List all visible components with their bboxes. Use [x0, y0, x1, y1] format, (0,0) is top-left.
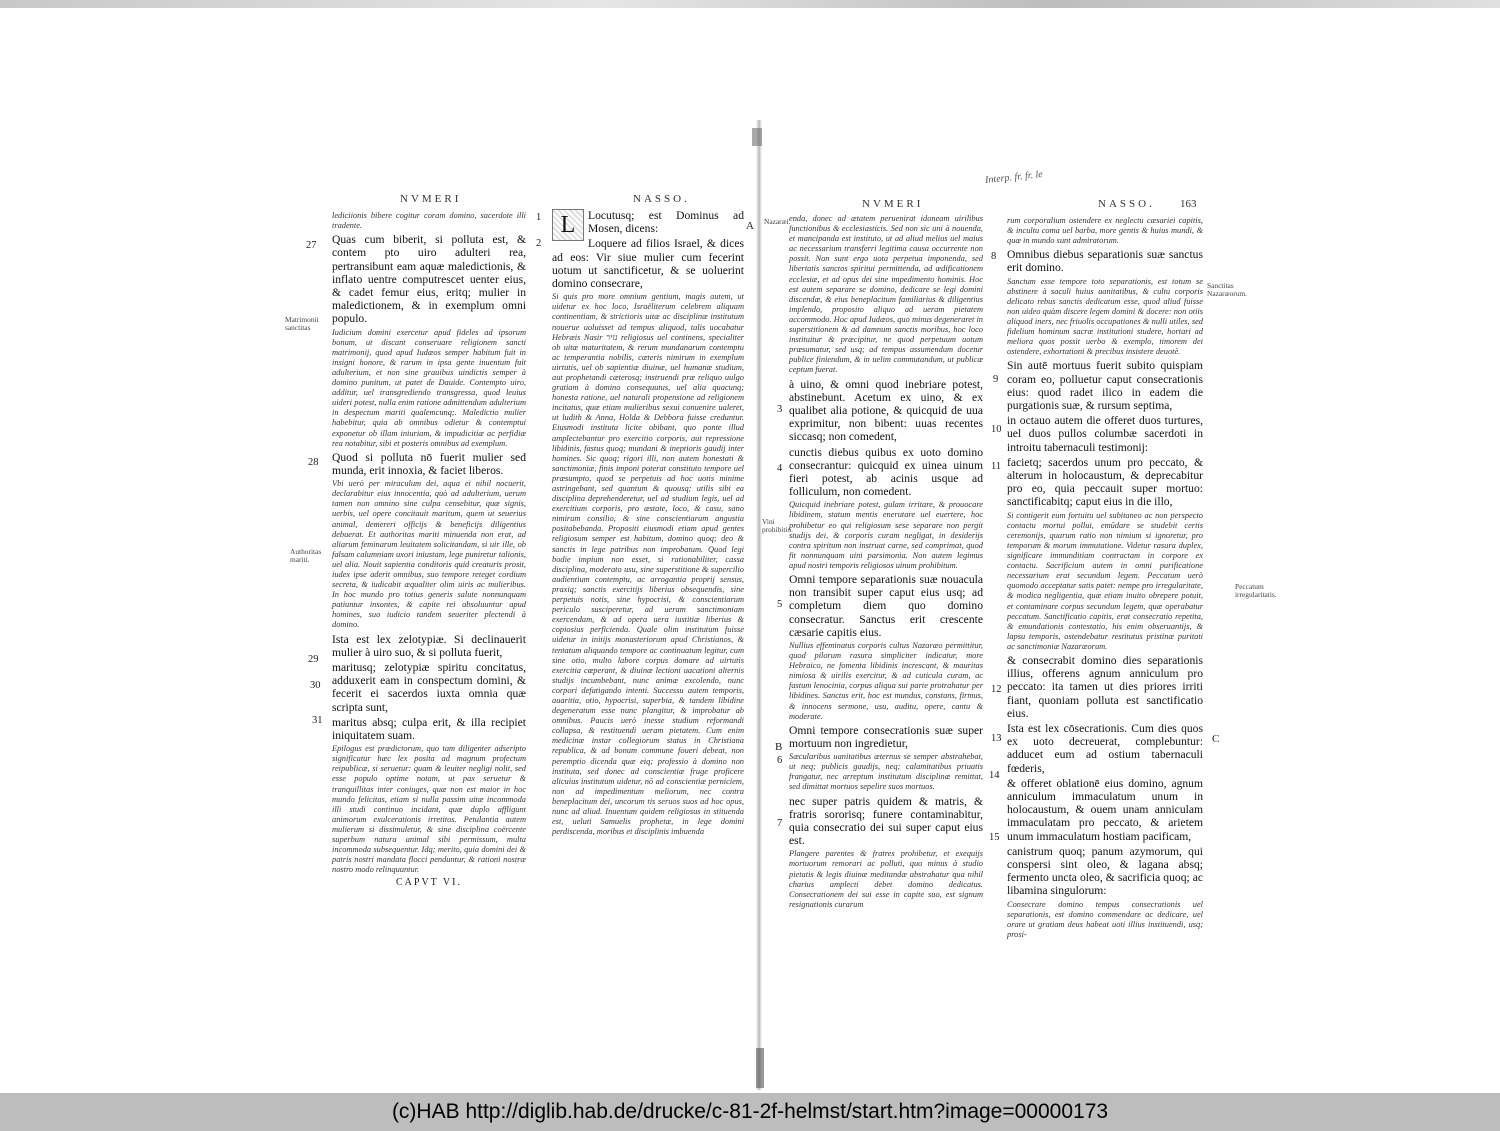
verse-text: Omnibus diebus separationis suæ sanctus erit domino. — [1007, 248, 1203, 275]
commentary-text: Consecrare domino tempus consecrationis uel separationis, est domino commendare ac dedicare, uel orare ut gratiam deus habeat uoti illius instituendi, usq; prosi- — [1007, 899, 1203, 939]
section-letter-c: C — [1212, 733, 1220, 745]
verse-text: & consecrabit domino dies separationis illius, offerens agnum anniculum pro peccato: ita tamen ut dies priores irriti fiant, quoniam polluta est sanctificatio eius. — [1007, 653, 1203, 720]
verse-text: Locutusq; est Dominus ad Mosen, dicens: — [588, 209, 744, 236]
drop-capital-initial: L — [552, 209, 584, 241]
right-running-head-a: NVMERI — [862, 198, 924, 210]
verse-text: maritusq; zelotypiæ spiritu concitatus, adduxerit eam in conspectum domini, & fecerit ei sacerdos iuxta omnia quæ scripta sunt, — [332, 660, 526, 714]
verse-number: 15 — [989, 832, 1000, 843]
column-left-outer — [332, 211, 526, 901]
verse-number: 9 — [993, 374, 999, 385]
commentary-text: Plangere parentes & fratres prohibetur, et exequijs mortuorum remorari ac polluti, quo minus à studio pietatis & legis diuinæ meditandæ abstrahatur qua nihil charius amplecti debet domino dedicatus. Consecrationem dei sui esse in capite suo, est signum resignationis curarum — [789, 849, 983, 909]
commentary-text: rum corporalium ostendere ex neglectu cæsariei capitis, & incultu coma uel barba, more gentis & huius mundi, & quæ in mundo sunt admiratorum. — [1007, 216, 1203, 246]
verse-text: Omni tempore separationis suæ nouacula non transibit super caput eius usq; ad completum diem quo domino consecratur. Sanctus erit crescente cæsarie capitis eius. — [789, 572, 983, 639]
verse-number: 12 — [991, 684, 1002, 695]
scan-top-edge — [0, 0, 1500, 8]
margin-note-peccatum: Peccatum irregularitatis. — [1235, 582, 1277, 600]
verse-number: 28 — [308, 457, 319, 468]
verse-text: cunctis diebus quibus ex uoto domino consecrantur: quicquid ex uinea uinum fieri potest, ab acinis usque ad folliculum, non comedent. — [789, 445, 983, 499]
verse-number: 6 — [777, 755, 783, 766]
commentary-text: Si quis pro more omnium gentium, magis autem, ut uidetur ex hoc loco, Israëliterum celebrem aliquam continentiam, & strictioris uitæ ac disciplinæ institutum nouerue uoluisset ad tempus aliquod, talis uocabatur Hebræis Nasir נזיר religiosus uel continens, specialiter ob uitæ maturitatem, & rerum mundanarum contemptu ac temperantia nobilis, cæteris nimirum in exemplum uirtutis, uel ob sapientiæ diuinæ, uel humanæ studium, aut prophetandi cæterosq; instruendi præ reliquo uulgo gratiam à domino consequutus, uel alia quacunq; honesta ratione, uel naturali propensione ad religionem incitatus, quæ etiam mulieribus sexui conuenire ualeret, ut ludith & Anna, Holda & Debbora fuisse creduntur. Eiusmodi instituta licite obibant, quo ponte illud amplectebantur pro exercitio corporis, aut repressione libidinis, fastus quoq; mundani & ineptioris gaudij inter homines. Sic quoq; rigori illi, non autem honestati & sanctimoniæ, finis imponi poterat constituto tempore uel præsumpto, quod se perpetuis ad hoc uotis minime astringebant, sed quantum & quousq; utilis sibi ea disciplina deprehenderetur, uel ad studium legis, uel ad exercitium corporis, pro æstate, loco, & casu, sano nimirum consilio, & sine conscientiarum angustia positabebanda. Propositi eiusmodi etiam apud gentes religiosum semper est habitum, domino quoq; deo & sanctis in lege patribus non improbatum. Quod legi bodie impium non esset, si rationabiliter, cassa disciplina, moderato usu, sine superstitione & supercilio audientium contemptu, ac arrogantia proprij sensus, praxiq; sanctis exercitijs liberius obsequendis, sine perpetuis notis, sine hypocrisi, & conscientiarum periculo susciperetur, ad ueram sanctimoniam exercendam, & ad opera uera iustitiæ liberius & copiosius perficienda. Quale olim institutum fuisse uidetur in initijs monasteriorum apud Christianos, & tentatum aliquando tempore ac continuatum legitur, cum sine otio, multo labore corpus domare ad uirtutis exercitia cœperant, & diuinæ lectioni uacationi alternis studijs incumbebant, nunc animæ excolendo, nunc corpori defatigando intenti. Successu autem temporis, auaritia, otio, hypocrisi, superbia, & tandem libidine degeneratum esse nunc plangitur, & improbatur ab omnibus. Paucis uerò inesse studium reformandi collapsa, & restituendi ueram pietatem. Cum enim medicinæ instar collegiorum status in Christiana republica, & ad bonum commune foueri debeat, non peremptio dicenda quæ eiq; professio à domino non instituta, sed donec ad conscientiæ fruge proficere alicuius institutum uidetur, nō ad conscientiæ perniciem, non ad impedimentum meliorum, nec contra beneplacitum dei, uncorum tis seruos suos ad hoc opus, nunc ad aliud. Inuentum quidem religiosus in stituenda est, ueluti Samuelis prophetæ, in lege domini perdiscenda, moribus et disciplinis imbuenda — [552, 292, 744, 837]
left-running-head-b: NASSO. — [633, 193, 690, 205]
verse-number: 13 — [991, 733, 1002, 744]
verse-number: 3 — [777, 404, 783, 415]
column-right-outer — [1007, 216, 1203, 939]
verse-number: 27 — [306, 240, 317, 251]
verse-number: 5 — [777, 599, 783, 610]
verse-text: Sin autē mortuus fuerit subito quispiam coram eo, polluetur caput consecrationis eius: quod radet ilico in eadem die purgationis suæ, & rursum septima, — [1007, 359, 1203, 413]
verse-text: nec super patris quidem & matris, & fratris sororisq; funere contaminabitur, quia consecratio dei sui super caput eius est. — [789, 794, 983, 848]
book-gutter — [756, 120, 762, 1090]
verse-text: Quod si polluta nō fuerit mulier sed munda, erit innoxia, & faciet liberos. — [332, 450, 526, 477]
commentary-text: Sanctum esse tempore toto separationis, est totum se abstinere à saculi huius uanitatibus, & cultu corporis delicato rebus sanctis dedicatum esse, quod aliud fuisse non uideo quàm discere legem domini & docere: non otiis aliquod iners, nec friuolis occupationes & nulli utiles, sed fidelium hominum sacræ institutioni studere, hortari ad meliora quos possit uerbo & exemplo, timorem dei ostendere, exhortationi & precibus insistere deuotè. — [1007, 276, 1203, 357]
verse-number: 2 — [536, 238, 542, 249]
verse-number: 11 — [991, 461, 1002, 472]
margin-note-authoritas: Authoritas mariti. — [290, 547, 322, 565]
commentary-text: Nullius effeminatus corporis cultus Nazaræo permittitur, quod pilorum rasura simpliciter indicatur, more Hebraico, ne fomenta libidinis increscant, & mauritas nimiosa & uirilis exercitur, & ad cuticula curam, ac fastum lenocinia, corpus aliqua sui parte protrahatur per libidines. Sanctus erit, hoc est mundus, constans, firmus, & innocens sermone, usu, auditu, opere, cantu & moderate. — [789, 641, 983, 721]
margin-note-matrimonii: Matrimonii sanctitas — [285, 315, 319, 333]
verse-text: facietq; sacerdos unum pro peccato, & alterum in holocaustum, & deprecabitur pro eo, quia peccauit super mortuo: sanctificabitq; caput eius in die illo, — [1007, 455, 1203, 509]
verse-text: canistrum quoq; panum azymorum, qui conspersi sint oleo, & lagana absq; fermento uncta oleo, & sacrificia quoq; ac libamina singulorum: — [1007, 844, 1203, 898]
left-running-head-a: NVMERI — [400, 193, 462, 205]
gutter-shadow-top — [752, 128, 762, 146]
verse-number: 29 — [308, 654, 319, 665]
verse-number: 7 — [777, 818, 783, 829]
verse-number: 31 — [312, 715, 323, 726]
commentary-text: Iudicium domini exercetur apud fideles ad ipsorum bonum, ut discant conseruare religionem sancti matrimonij, quod apud Iudæos semper habitum fuit in insigni honore, & rarum in ipsa gente inuentum fuit adulterium, et non sine grauibus uindictis semper à domino punitum, ut patet de Dauide. Contempto uiro, additur, uel transgrediendo transgressa, quod leuius uideri potest, nulla enim ratione admittendum adulterium in despectum mariti qualemcunq;. Maledictio mulier habebitur, quia ab omnibus odietur & contemptui exponetur ob illam iniuriam, & impudicitiæ ac perfidiæ rea notabitur, sibi et posteris omnibus ad exemplum. — [332, 327, 526, 448]
margin-note-sanctitas: Sanctitas Nazaræorum. — [1207, 281, 1248, 299]
commentary-text: enda, donec ad ætatem peruenirat idoneam uirilibus functionibus & ecclesiasticis. Sed non sic uni à nouenda, et mancipanda est instituto, ut ad aliud melius uel maius ac necessarium transferri legitima causa occurrente non possit. Non sunt ergo uota perpetua imponenda, sed libertatis sanctos spiritui permittenda, ad ædificationem ecclesiæ, et ad opus dei sine impedimento hominis. Hoc est autem separare se domino, dedicare se legi domini discendæ, & eius beneplacitum familiarius & diligentius implendo, proposito aliquo ad ueram pietatem accommodo. Hoc apud Iudæos, quo minus degeneraret in superstitionem & ad damnum sanctis moribus, hoc loco instituitur & præcipitur, ne quod perpetuum uotum præsumatur, sed usq; ad tempus assumendum docetur publice finiendum, & in uelim commutandum, ut publicæ ceptum fuerat. — [789, 214, 983, 375]
verse-number: 10 — [991, 424, 1002, 435]
copyright-footer: (c)HAB http://diglib.hab.de/drucke/c-81-2f-helmst/start.htm?image=00000173 — [0, 1093, 1500, 1131]
right-running-head-b: NASSO. — [1098, 198, 1155, 210]
commentary-text: Vbi uerò per miraculum dei, aqua ei nihil nocuerit, declarabitur eius innocentia, quò ad adulterium, uerum tamen non omnino sine culpa censebitur, quæ signis, uerbis, uel opere concitauit maritum, quem ut seuerius animal, demereri officijs & beneficijs diligentius debuerat. Et authoritas mariti minuenda non erat, ad aliarum feminarum leuitatem solicitandam, si uir ille, ob falsam calumniam uxori iniustam, lege puniretur talionis, uel alia. Nouit sapientia conditoris quid creaturis prosit, iudex ipse aderit omnibus, suo tempore reteget cordium secreta, & iudicabit æqualiter olim uiris ac mulieribus. In hoc mundo pro totius generis salute nonnunquam patiuntur insontes, & capite rei absoluuntur apud homines, suo iudicio tandem seueriter plectendi à domino. — [332, 479, 526, 630]
verse-number: 30 — [310, 680, 321, 691]
column-right-inner — [789, 214, 983, 926]
margin-note-vini: Vini prohibitio. — [762, 517, 793, 535]
verse-number: 14 — [989, 770, 1000, 781]
column-left-inner — [552, 209, 744, 921]
commentary-text: Si contigerit eum fortuitu uel subitaneo ac non perspecto contactu mortui pollui, emūdare se studebit certis ceremonijs, quarum ratio non nimium si ignoretur, pro temporum & morum immutatione. Videtur rasura duplex, significare immunditiam contractam in corpore ex contactu. Sacrificium autem in omni purificatione necessarium erat secundum legem. Peccatum uerò quomodo acceptatur satis patet: nempe pro irregularitate, & modica negligentia, quæ etiam inuito obrepere potuit, et contaminare corpus secundum legem, quæ operabatur peccatum. Sanctificatio capitis, erat consecratio repetita, & emundationis contestatio, his enim obseruantijs, & lapsu temporis, ostendebatur restitutus pristinæ puritati ac sanctimoniæ Nazaræorum. — [1007, 510, 1203, 651]
chapter-heading: CAPVT VI. — [396, 877, 462, 889]
margin-note-nazaraei: Nazaræi. — [764, 217, 791, 226]
verse-number: 8 — [991, 251, 997, 262]
verse-number: 4 — [777, 463, 783, 474]
verse-text: in octauo autem die offeret duos turtures, uel duos pullos columbæ sacerdoti in introitu tabernaculi testimonij: — [1007, 414, 1203, 454]
handwritten-note: Interp. fr. fr. le — [984, 169, 1044, 186]
verse-text: Ista est lex zelotypiæ. Si declinauerit mulier à uiro suo, & si polluta fuerit, — [332, 632, 526, 659]
section-letter-b: B — [775, 741, 783, 753]
verse-text: à uino, & omni quod inebriare potest, abstinebunt. Acetum ex uino, & ex qualibet alia potione, & quicquid de uua exprimitur, non bibent: uuas recentes siccasq; non comedent, — [789, 377, 983, 444]
page-number: 163 — [1180, 198, 1197, 210]
verse-text: Loquere ad filios Israel, & dices ad eos: Vir siue mulier cum fecerint uotum ut sanctificetur, & se uoluerint domino consecrare, — [552, 237, 744, 291]
verse-text: Omni tempore consecrationis suæ super mortuum non ingredietur, — [789, 723, 983, 750]
commentary-text: Quicquid inebriare potest, gulam irritare, & prouocare libidinem, statum mentis enerutare uel euertere, hoc prohibetur eo qui religiosum sese separare non pergit studijs dei, & corporis curam negligat, in desiderijs contra spiritum non instruat carne, sed comprimat, quod fit nonnunquam uini parsimonia. Non autem legimus apud nostri temporis religiosos uinum prohibitum. — [789, 500, 983, 570]
text-block: lediciionis bibere cogitur coram domino, sacerdote illi tradente. — [332, 211, 526, 231]
verse-text: maritus absq; culpa erit, & illa recipiet iniquitatem suam. — [332, 715, 526, 742]
section-letter-a: A — [746, 220, 754, 232]
commentary-text: Sæcularibus uanitatibus æternus se semper abstrahebat, ut neq; publicis gaudijs, neq; calamitatibus priuatis frangatur, nec arreptum institutum disciplinæ remittat, sed dimittat mortuos sepelire suos mortuos. — [789, 752, 983, 792]
gutter-shadow-bottom — [756, 1048, 764, 1088]
verse-text: & offeret oblationē eius domino, agnum anniculum immaculatum unum in holocaustum, & ouem unam anniculam immaculatam pro peccato, & arietem unum immaculatum hostiam pacificam, — [1007, 776, 1203, 843]
commentary-text: Epilogus est prædictorum, quo tam diligenter adseripto significatur hæc lex posita ad magnum profectum reipublicæ, si seruetur: quam & leuiter negligi nolit, sed esse populo optime notam, ut pax seruetur & tranquillitas inter coniuges, quæ non est maior in hoc mundo felicitas, etiam si nulla passim uitæ incommoda illi studi continuo incidant, quæ duplo affligunt animorum exulcerationis irretitos. Petulantia autem mulierum si dissimuletur, & sine disciplina coërcente superbum natura animal sibi permissum, multa incommoda subsequentur. Idq; merito, quia domini dei & patris nostri mandata flocci penduntur, & rationi nostræ nostro modo relinquuntur. — [332, 744, 526, 875]
verse-text: Quas cum biberit, si polluta est, & contem pto uiro adulteri rea, pertransibunt eam aquæ maledictionis, & inflato uentre computrescet uenter eius, & cadet femur eius, eritq; mulier in maledictionem, & in exemplum omni populo. — [332, 233, 526, 326]
verse-text: Ista est lex cōsecrationis. Cum dies quos ex uoto decreuerat, complebuntur: adducet eum ad ostium tabernaculi fœderis, — [1007, 722, 1203, 775]
verse-number: 1 — [536, 212, 542, 223]
